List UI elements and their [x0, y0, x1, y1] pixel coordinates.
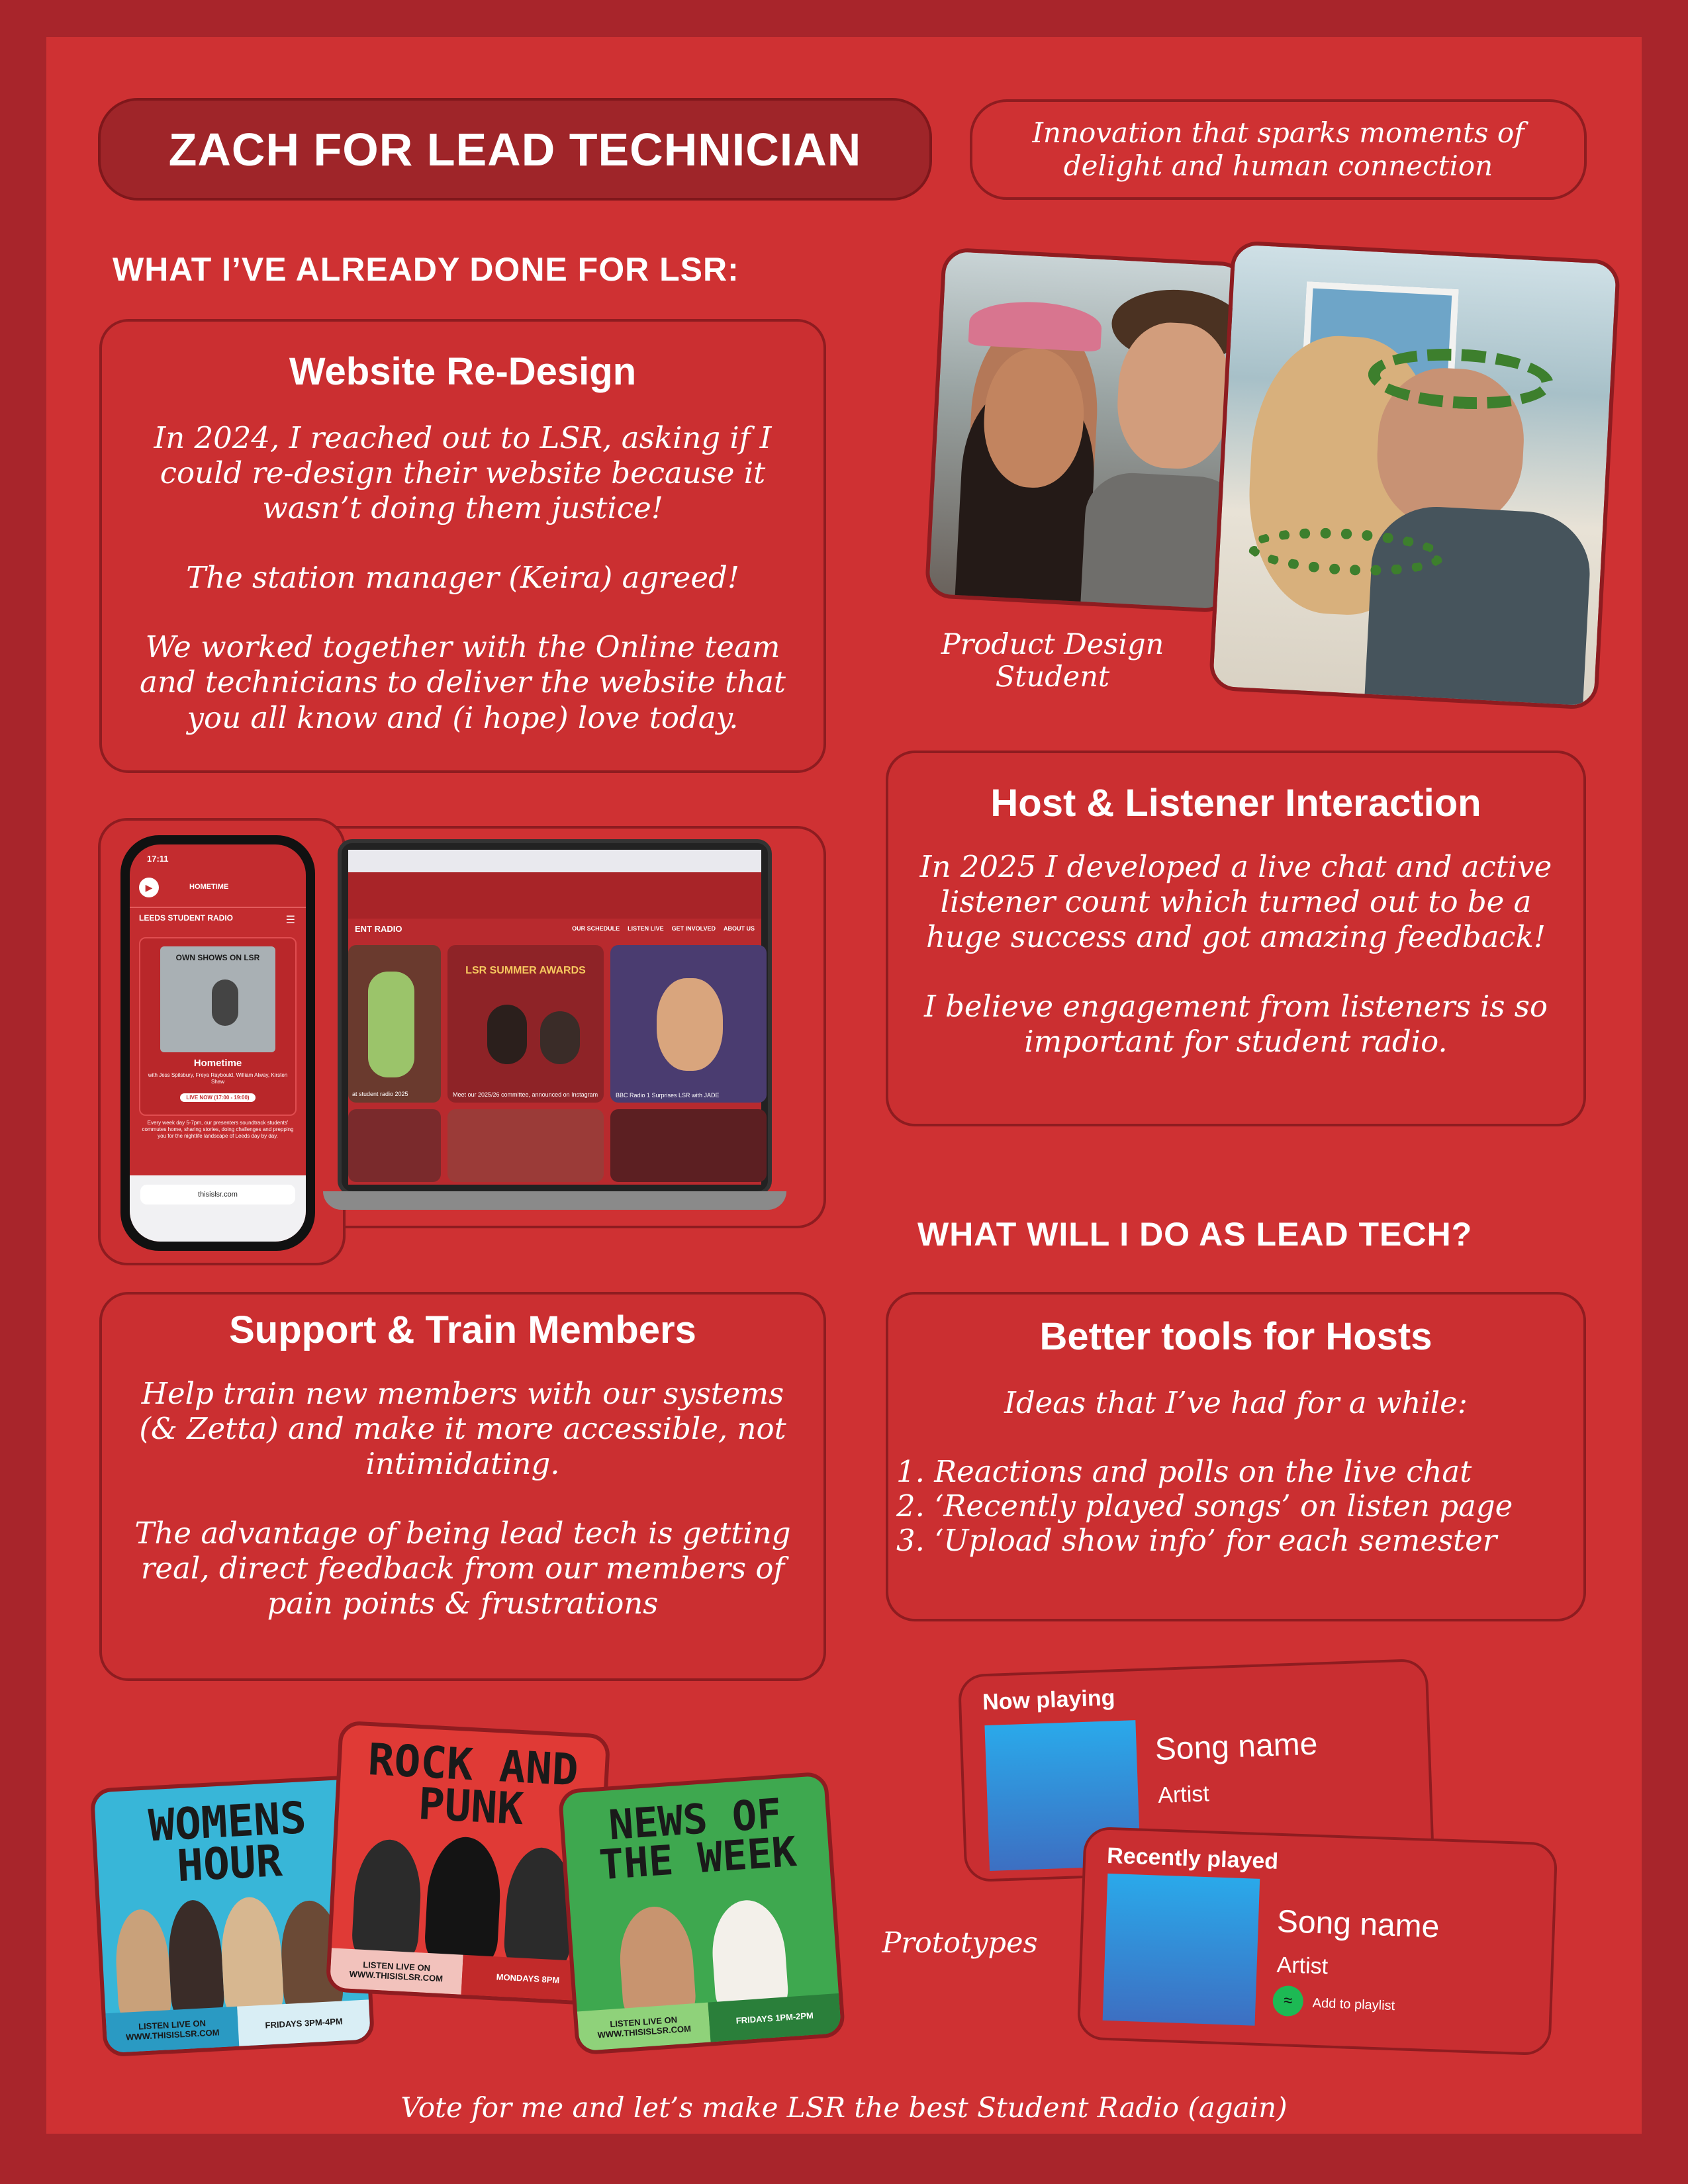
poster-1-person-a — [113, 1908, 172, 2023]
nav-involved[interactable]: GET INVOLVED — [671, 925, 716, 932]
nav-schedule[interactable]: OUR SCHEDULE — [572, 925, 620, 932]
tile-1-title: LSR SUMMER AWARDS — [465, 965, 586, 976]
selfie-photo — [924, 247, 1248, 613]
phone-description: Every week day 5-7pm, our presenters soundtrack students' commutes home, sharing stories, doing challenges and prepping you for the nightlife landscape of Leeds day by day. — [142, 1120, 294, 1139]
site-header — [348, 872, 761, 919]
tile-1-caption: Meet our 2025/26 committee, announced on Instagram — [453, 1091, 598, 1099]
poster-2-footer-right: MONDAYS 8PM — [461, 1955, 595, 2001]
laptop-screen — [348, 850, 761, 1185]
phone-art-title: OWN SHOWS ON LSR — [175, 953, 260, 962]
support-body — [102, 1376, 823, 1621]
interaction-p2: I believe engagement from listeners is so important for student radio. — [924, 989, 1548, 1060]
prototypes-caption: Prototypes — [882, 1927, 1038, 1960]
tools-item-3: 3. ‘Upload show info’ for each semester — [896, 1522, 1497, 1558]
now-playing-song: Song name — [1154, 1726, 1319, 1768]
phone-live-badge: LIVE NOW (17:00 - 19:00) — [180, 1093, 256, 1102]
phone-hosts: with Jess Spilsbury, Freya Raybould, William Alway, Kirsten Shaw — [148, 1072, 288, 1085]
nav-about[interactable]: ABOUT US — [724, 925, 755, 932]
website-p3: We worked together with the Online team and technicians to deliver the website that you all know and (i hope) love today. — [139, 629, 786, 735]
phone-show-name: Hometime — [193, 1058, 242, 1069]
interaction-body — [888, 849, 1583, 1059]
dog-photo — [1209, 240, 1621, 710]
poster-womens-hour-title: WOMENS HOUR — [147, 1792, 308, 1891]
tools-card — [886, 1292, 1586, 1621]
tile-0-person — [368, 972, 414, 1077]
tools-title: Better tools for Hosts — [1039, 1315, 1432, 1358]
tile-2-caption: BBC Radio 1 Surprises LSR with JADE — [616, 1092, 720, 1099]
tools-list — [888, 1455, 1583, 1557]
interaction-card — [886, 751, 1586, 1126]
tagline-text: Innovation that sparks moments of delight and human connection — [1032, 116, 1524, 182]
add-to-playlist-button[interactable]: Add to playlist — [1312, 1995, 1395, 2014]
support-title: Support & Train Members — [229, 1308, 696, 1351]
website-redesign-title: Website Re-Design — [289, 350, 637, 393]
tile-0-caption: at student radio 2025 — [352, 1091, 408, 1097]
poster-2-person-a — [351, 1838, 423, 1960]
laptop-tile-3[interactable] — [348, 1109, 441, 1182]
website-p1: In 2024, I reached out to LSR, asking if I could re-design their website because it wasn’t doing them justice! — [154, 420, 772, 526]
poster-2-footer-left: LISTEN LIVE ON WWW.THISISLSR.COM — [330, 1948, 463, 1994]
phone-art — [160, 946, 275, 1052]
tile-2-person — [657, 978, 723, 1071]
poster-3-footer-left: LISTEN LIVE ON WWW.THISISLSR.COM — [577, 2003, 711, 2052]
will-heading: WHAT WILL I DO AS LEAD TECH? — [917, 1216, 1473, 1253]
recently-played-song: Song name — [1276, 1903, 1440, 1945]
phone-show-header: HOMETIME — [189, 883, 229, 891]
support-p2: The advantage of being lead tech is getting real, direct feedback from our members of pain points & frustrations — [134, 1516, 791, 1621]
poster-rock-and-punk-title: ROCK AND PUNK — [367, 1733, 580, 1835]
laptop-tile-0[interactable] — [348, 945, 441, 1103]
spotify-icon: ≈ — [1272, 1985, 1304, 2017]
microphone-icon — [212, 979, 238, 1026]
website-redesign-body — [102, 420, 823, 735]
pink-cap — [968, 299, 1102, 352]
menu-icon[interactable]: ☰ — [285, 915, 295, 926]
laptop — [338, 839, 772, 1195]
tools-intro: Ideas that I’ve had for a while: — [1004, 1385, 1468, 1420]
poster-1-footer-right: FRIDAYS 3PM-4PM — [237, 1999, 371, 2046]
laptop-nav — [572, 925, 755, 932]
tile-1-person-a — [487, 1005, 527, 1064]
poster-1-person-c — [219, 1895, 285, 2017]
laptop-tile-2[interactable] — [610, 945, 767, 1103]
photo-caption: Product Design Student — [941, 628, 1164, 694]
footer-slogan: Vote for me and let’s make LSR the best Student Radio (again) — [400, 2091, 1288, 2124]
phone-station: LEEDS STUDENT RADIO — [139, 913, 234, 923]
recently-played-card — [1077, 1827, 1558, 2056]
phone-time: 17:11 — [147, 854, 169, 864]
laptop-section-title: ENT RADIO — [355, 924, 402, 934]
page-title — [98, 98, 932, 201]
laptop-base — [323, 1191, 786, 1210]
phone-browser-bar — [130, 1175, 306, 1242]
tagline — [970, 99, 1587, 200]
tools-item-1: 1. Reactions and polls on the live chat — [896, 1454, 1472, 1489]
done-heading: WHAT I’VE ALREADY DONE FOR LSR: — [113, 251, 739, 288]
phone-show-card — [139, 937, 297, 1116]
poster-1-person-b — [166, 1899, 225, 2021]
phone — [120, 835, 315, 1251]
website-redesign-card — [99, 319, 826, 773]
poster-2-person-b — [424, 1835, 503, 1964]
nav-listen[interactable]: LISTEN LIVE — [628, 925, 664, 932]
phone-divider — [130, 907, 306, 908]
support-p1: Help train new members with our systems (& Zetta) and make it more accessible, not intimidating. — [139, 1376, 786, 1482]
interaction-p1: In 2025 I developed a live chat and active listener count which turned out to be a huge success and got amazing feedback! — [919, 849, 1552, 955]
page-title-text: ZACH FOR LEAD TECHNICIAN — [168, 123, 862, 175]
poster-news-of-the-week — [557, 1771, 845, 2055]
laptop-tile-4[interactable] — [447, 1109, 604, 1182]
tools-item-2: 2. ‘Recently played songs’ on listen page — [896, 1488, 1513, 1524]
poster-news-of-the-week-title: NEWS OF THE WEEK — [597, 1789, 798, 1889]
recently-played-label: Recently played — [1106, 1843, 1279, 1874]
phone-url-field[interactable]: thisislsr.com — [140, 1185, 295, 1205]
poster-3-footer-right: FRIDAYS 1PM-2PM — [708, 1993, 841, 2042]
support-card — [99, 1292, 826, 1681]
interaction-title: Host & Listener Interaction — [990, 782, 1481, 825]
laptop-tile-5[interactable] — [610, 1109, 767, 1182]
tile-1-person-b — [540, 1011, 580, 1064]
browser-bar — [348, 850, 761, 872]
website-p2: The station manager (Keira) agreed! — [186, 560, 739, 596]
phone-screen — [130, 844, 306, 1242]
poster-1-footer-left: LISTEN LIVE ON WWW.THISISLSR.COM — [105, 2007, 239, 2053]
play-icon[interactable]: ▶ — [139, 878, 159, 897]
now-playing-artist: Artist — [1157, 1781, 1210, 1809]
recently-played-art — [1103, 1874, 1260, 2026]
recently-played-artist: Artist — [1276, 1952, 1329, 1979]
now-playing-label: Now playing — [982, 1685, 1115, 1715]
laptop-tile-1[interactable] — [447, 945, 604, 1103]
